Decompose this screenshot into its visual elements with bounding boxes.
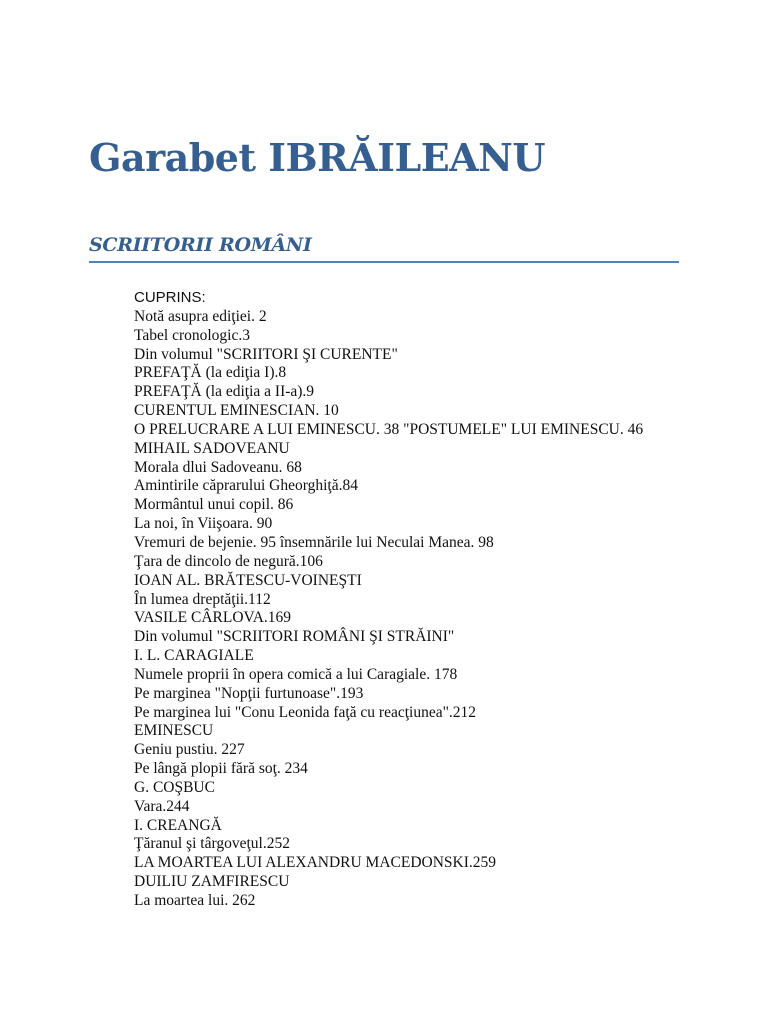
table-of-contents: [89, 289, 679, 911]
book-title: SCRIITORII ROMÂNI: [89, 234, 312, 256]
toc-entry: Pe lângă plopii fără soţ. 234: [134, 760, 308, 778]
toc-author-heading: DUILIU ZAMFIRESCU: [134, 873, 290, 891]
toc-author-heading: I. CREANGĂ: [134, 816, 222, 834]
toc-author-heading: EMINESCU: [134, 722, 214, 740]
toc-author-heading: G. COŞBUC: [134, 778, 215, 796]
toc-entry: VASILE CÂRLOVA.169: [134, 609, 292, 627]
toc-entry: Amintirile căprarului Gheorghiţă.84: [134, 477, 358, 495]
toc-entry: La noi, în Viişoara. 90: [134, 515, 273, 533]
toc-entry: PREFAŢĂ (la ediţia a II-a).9: [134, 383, 315, 401]
toc-author-heading: IOAN AL. BRĂTESCU-VOINEŞTI: [134, 571, 362, 589]
toc-entry: LA MOARTEA LUI ALEXANDRU MACEDONSKI.259: [134, 854, 497, 872]
title-underline: [89, 261, 679, 263]
toc-section-heading: Din volumul "SCRIITORI ROMÂNI ŞI STRĂINI": [134, 628, 455, 646]
toc-entry: Tabel cronologic.3: [134, 326, 250, 344]
toc-entry: Vremuri de bejenie. 95 însemnările lui Neculai Manea. 98: [134, 533, 494, 551]
toc-entry: La moartea lui. 262: [134, 892, 256, 909]
toc-heading: CUPRINS:: [134, 289, 206, 306]
toc-entry: CURENTUL EMINESCIAN. 10: [134, 402, 339, 420]
toc-entry: Vara.244: [134, 797, 190, 815]
toc-entry: În lumea dreptăţii.112: [134, 590, 271, 608]
toc-section-heading: Din volumul "SCRIITORI ŞI CURENTE": [134, 345, 398, 363]
toc-entry: Geniu pustiu. 227: [134, 741, 245, 759]
toc-entry: Ţara de dincolo de negură.106: [134, 552, 323, 570]
toc-entry: Notă asupra ediţiei. 2: [134, 307, 267, 325]
author-name: Garabet IBRĂILEANU: [89, 135, 546, 180]
toc-entry: Pe marginea lui "Conu Leonida faţă cu reacţiunea".212: [134, 703, 477, 721]
toc-entry: Morala dlui Sadoveanu. 68: [134, 458, 302, 476]
toc-author-heading: MIHAIL SADOVEANU: [134, 439, 290, 457]
toc-entry: Pe marginea "Nopţii furtunoase".193: [134, 684, 364, 702]
toc-author-heading: I. L. CARAGIALE: [134, 647, 254, 665]
toc-entry: Numele proprii în opera comică a lui Caragiale. 178: [134, 665, 458, 683]
toc-entry: Ţăranul şi târgoveţul.252: [134, 835, 290, 853]
toc-entry: O PRELUCRARE A LUI EMINESCU. 38 "POSTUMELE" LUI EMINESCU. 46: [134, 420, 644, 438]
toc-entry: PREFAŢĂ (la ediţia I).8: [134, 364, 287, 382]
toc-entry: Mormântul unui copil. 86: [134, 496, 294, 514]
